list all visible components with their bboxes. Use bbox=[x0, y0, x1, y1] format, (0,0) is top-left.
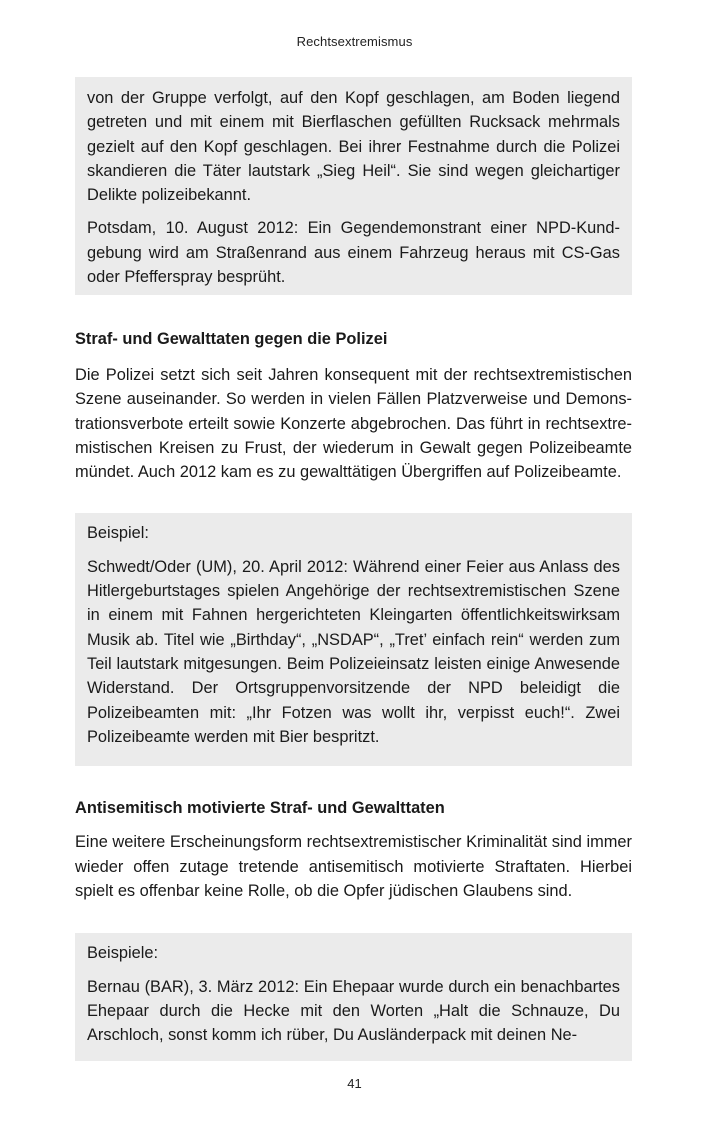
box1-paragraph-1: von der Gruppe verfolgt, auf den Kopf geschlagen, am Boden liegend getreten und mit einem mit Bierflaschen gefüllten Rucksack mehrmals gezielt auf den Kopf geschlagen. Bei ihrer Festnahme durch die Polizei skandieren die Täter lautstark „Sieg Heil“. Sie sind wegen gleichartiger Delikte polizeibekannt. bbox=[87, 89, 620, 205]
page-number: 41 bbox=[347, 1076, 362, 1091]
section-body-police: Die Polizei setzt sich seit Jahren konsequent mit der rechtsextremistischen Szene auseinander. So werden in vielen Fällen Platzverweise und Demonstrationsverbote erteilt sowie Konzerte abgebrochen. Das führt in rechtsextremistischen Kreisen zu Frust, der wiederum in Gewalt gegen Polizeibeamte mündet. Auch 2012 kam es zu gewalttätigen Übergriffen auf Polizeibeamte. bbox=[75, 366, 632, 482]
section-heading-police: Straf- und Gewalttaten gegen die Polizei bbox=[75, 330, 388, 348]
box3-paragraph-1: Bernau (BAR), 3. März 2012: Ein Ehepaar wurde durch ein benachbartes Ehepaar durch die Hecke mit den Worten „Halt die Schnauze, Du Arschloch, sonst komm ich rüber, Du Ausländerpack mit deinen Ne- bbox=[87, 977, 620, 1045]
box3-label: Beispiele: bbox=[87, 944, 159, 963]
box1-paragraph-2: Potsdam, 10. August 2012: Ein Gegendemonstrant einer NPD-Kundgebung wird am Straßenrand aus einem Fahrzeug heraus mit CS-Gas oder Pfefferspray besprüht. bbox=[87, 219, 620, 287]
page-content bbox=[75, 77, 632, 1061]
box2-label: Beispiel: bbox=[87, 524, 149, 543]
running-head: Rechtsextremismus bbox=[296, 34, 413, 49]
section-body-antisemitic: Eine weitere Erscheinungsform rechtsextremistischer Kriminalität sind immer wieder offen zutage tretende antisemitisch motivierte Straftaten. Hierbei spielt es offenbar keine Rolle, ob die Opfer jüdischen Glaubens sind. bbox=[75, 833, 632, 901]
example-box-2 bbox=[75, 513, 632, 766]
example-box-3 bbox=[75, 933, 632, 1061]
section-heading-antisemitic: Antisemitisch motivierte Straf- und Gewalttaten bbox=[75, 799, 445, 818]
box2-paragraph-1: Schwedt/Oder (UM), 20. April 2012: Während einer Feier aus Anlass des Hitlergeburtstages spielen Angehörige der rechtsextremistischen Szene in einem mit Fahnen hergerichteten Kleingarten öffentlichkeitswirksam Musik ab. Titel wie „Birthday“, „NSDAP“, „Tret’ einfach rein“ werden zum Teil lautstark mitgesungen. Beim Polizeieinsatz leisten einige Anwesende Widerstand. Der Ortsgruppenvorsitzende der NPD beleidigt die Polizeibeamten mit: „Ihr Fotzen was wollt ihr, verpisst euch!“. Zwei Polizeibeamte werden mit Bier bespritzt. bbox=[87, 557, 620, 746]
example-box-1 bbox=[75, 77, 632, 295]
